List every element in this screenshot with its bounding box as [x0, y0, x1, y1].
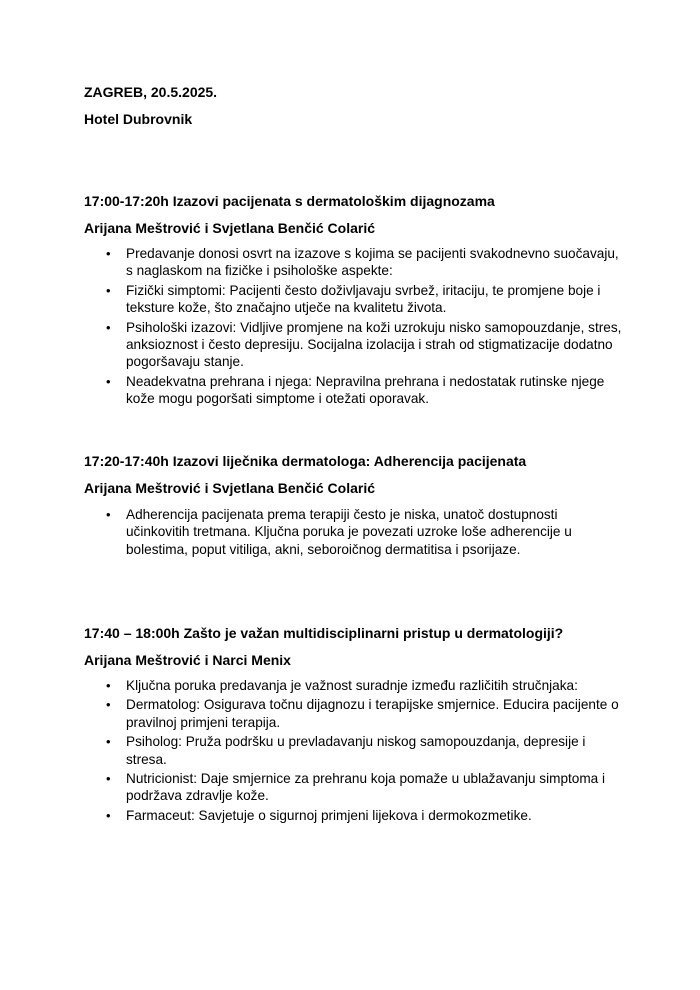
- bullet-icon: •: [106, 319, 111, 335]
- session-title: 17:20-17:40h Izazovi liječnika dermatologa: Adherencija pacijenata: [84, 453, 527, 469]
- session-speakers: Arijana Meštrović i Narci Menix: [84, 652, 291, 668]
- date-location: ZAGREB, 20.5.2025.: [84, 84, 218, 100]
- list-item: [84, 696, 624, 731]
- list-item: [84, 677, 624, 694]
- list-item: [84, 373, 624, 408]
- list-item: [84, 245, 624, 280]
- list-item-text: Nutricionist: Daje smjernice za prehranu koja pomaže u ublažavanju simptoma i podržava zdravlje kože.: [126, 771, 606, 804]
- list-item-text: Fizički simptomi: Pacijenti često doživljavaju svrbež, iritaciju, te promjene boje i teksture kože, što značajno utječe na kvalitetu života.: [126, 282, 601, 316]
- venue: Hotel Dubrovnik: [84, 111, 193, 127]
- bullet-icon: •: [106, 734, 111, 750]
- list-item-text: Predavanje donosi osvrt na izazove s kojima se pacijenti svakodnevno suočavaju, s naglaskom na fizičke i psihološke aspekte:: [126, 246, 619, 279]
- list-item: [84, 807, 624, 824]
- list-item: [84, 282, 624, 317]
- list-item-text: Farmaceut: Savjetuje o sigurnoj primjeni lijekova i dermokozmetike.: [126, 807, 532, 823]
- bullet-icon: •: [106, 373, 111, 389]
- bullet-icon: •: [106, 246, 111, 261]
- list-item: [84, 733, 624, 768]
- session-title: 17:00-17:20h Izazovi pacijenata s dermatološkim dijagnozama: [84, 193, 495, 209]
- bullet-icon: •: [106, 678, 111, 693]
- bullet-icon: •: [106, 807, 111, 823]
- bullet-list: [84, 245, 624, 410]
- list-item-text: Adherencija pacijenata prema terapiji često je niska, unatoč dostupnosti učinkovitih tretmana. Ključna poruka je povezati uzroke loše adherencije u bolestima, poput vitiliga, akni, seboroičnog dermatitisa i psorijaze.: [126, 507, 572, 557]
- list-item: [84, 506, 624, 558]
- session-title: 17:40 – 18:00h Zašto je važan multidisciplinarni pristup u dermatologiji?: [84, 625, 564, 641]
- bullet-icon: •: [106, 282, 111, 298]
- list-item-text: Psiholog: Pruža podršku u prevladavanju niskog samopouzdanja, depresije i stresa.: [126, 734, 586, 767]
- list-item-text: Neadekvatna prehrana i njega: Nepravilna prehrana i nedostatak rutinske njege kože mogu pogoršati simptome i otežati oporavak.: [126, 373, 605, 407]
- list-item-text: Psihološki izazovi: Vidljive promjene na koži uzrokuju nisko samopouzdanje, stres, anksioznost i često depresiju. Socijalna izolacija i strah od stigmatizacije dodatno pogoršavaju stanje.: [126, 319, 622, 370]
- bullet-list: [84, 677, 624, 826]
- list-item-text: Dermatolog: Osigurava točnu dijagnozu i terapijske smjernice. Educira pacijente o pravilnoj primjeni terapija.: [126, 697, 619, 730]
- session-speakers: Arijana Meštrović i Svjetlana Benčić Colarić: [84, 220, 376, 236]
- list-item-text: Ključna poruka predavanja je važnost suradnje između različitih stručnjaka:: [126, 678, 578, 693]
- list-item: [84, 319, 624, 371]
- session-speakers: Arijana Meštrović i Svjetlana Benčić Colarić: [84, 480, 376, 496]
- bullet-icon: •: [106, 507, 111, 522]
- bullet-icon: •: [106, 697, 111, 713]
- bullet-icon: •: [106, 771, 111, 787]
- list-item: [84, 770, 624, 805]
- bullet-list: [84, 506, 624, 560]
